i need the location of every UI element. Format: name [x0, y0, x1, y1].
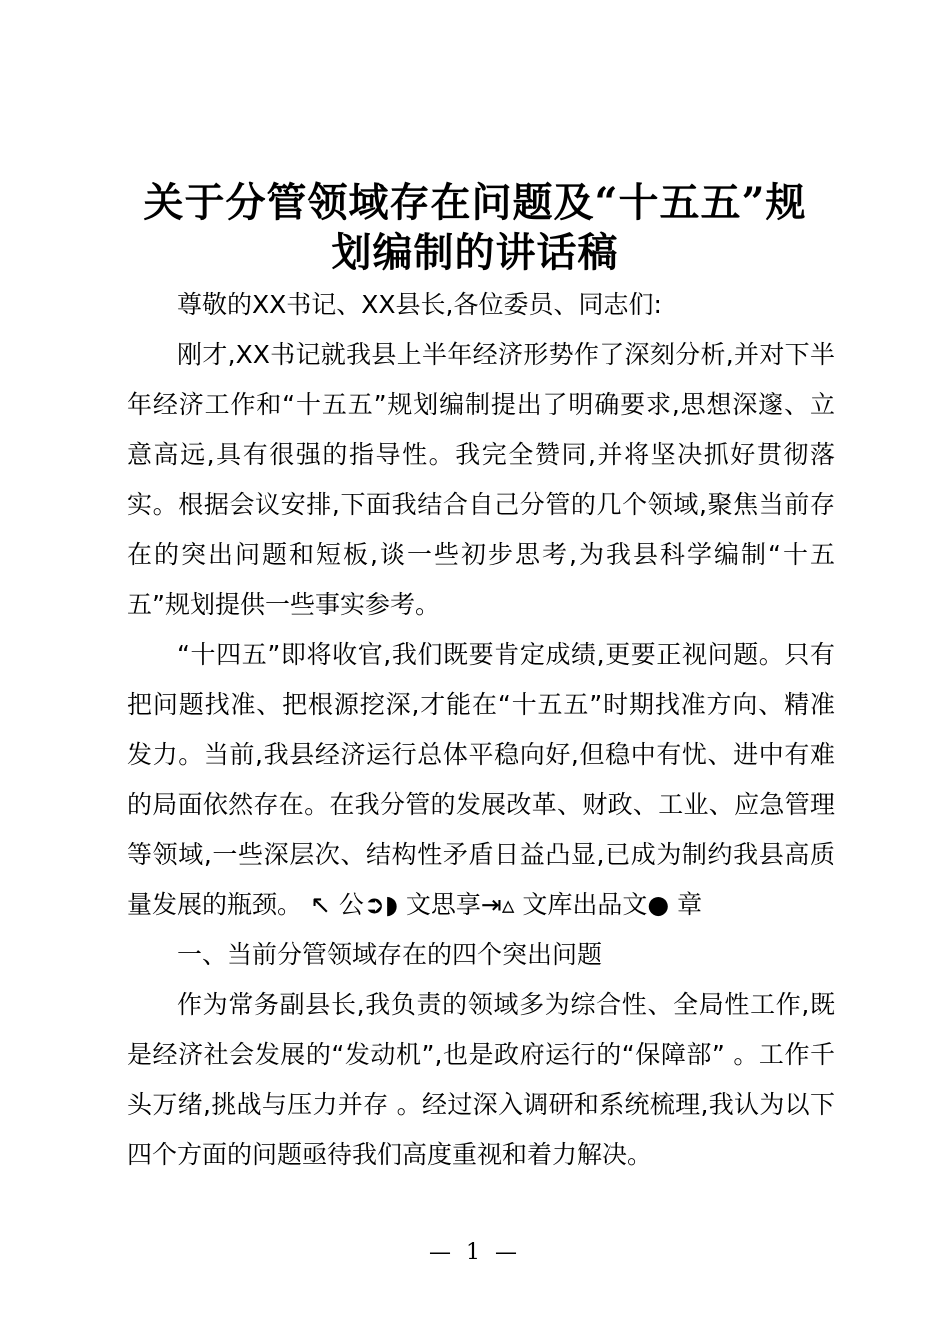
document-body — [127, 280, 835, 1180]
paragraph-1: 刚才,XX书记就我县上半年经济形势作了深刻分析,并对下半年经济工作和“十五五”规划编制提出了明确要求,思想深邃、立意高远,具有很强的指导性。我完全赞同,并将坚决抓好贯彻落实。根据会议安排,下面我结合自己分管的几个领域,聚焦当前存在的突出问题和短板,谈一些初步思考,为我县科学编制“十五五”规划提供一些事实参考。 — [127, 340, 835, 619]
document-title — [110, 178, 840, 278]
paragraph-2: “十四五”即将收官,我们既要肯定成绩,更要正视问题。只有把问题找准、把根源挖深,才能在“十五五”时期找准方向、精准发力。当前,我县经济运行总体平稳向好,但稳中有忧、进中有难的局面依然存在。在我分管的发展改革、财政、工业、应急管理等领域,一些深层次、结构性矛盾日益凸显,已成为制约我县高质量发展的瓶颈。 ↖ 公➲◗ 文思享⇥▵ 文库出品文● 章 — [127, 640, 835, 919]
salutation: 尊敬的XX书记、XX县长,各位委员、同志们: — [177, 290, 662, 319]
paragraph-3: 作为常务副县长,我负责的领域多为综合性、全局性工作,既是经济社会发展的“发动机”,也是政府运行的“保障部” 。工作千头万绪,挑战与压力并存 。经过深入调研和系统梳理,我认为以下四个方面的问题亟待我们高度重视和着力解决。 — [127, 990, 835, 1169]
page-number: — 1 — — [429, 1240, 521, 1265]
title-line-2: 划编制的讲话稿 — [331, 229, 619, 276]
title-line-1: 关于分管领域存在问题及“十五五”规 — [143, 179, 807, 226]
section-heading: 一、当前分管领域存在的四个突出问题 — [177, 940, 603, 969]
